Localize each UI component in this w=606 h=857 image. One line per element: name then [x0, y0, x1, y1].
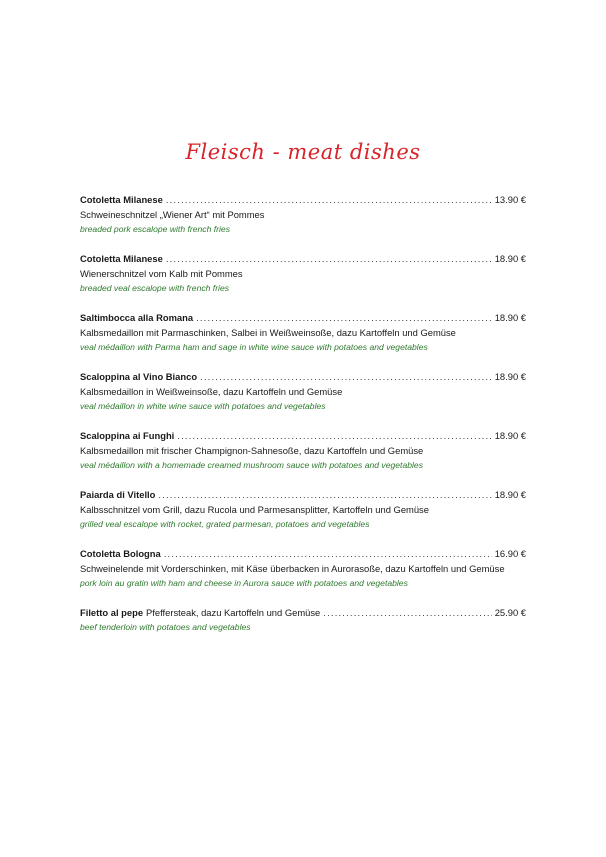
dish-description-english: breaded pork escalope with french fries — [80, 224, 230, 234]
dish-name: Filetto al pepe — [80, 607, 144, 618]
dish-description-german: Kalbsmedaillon mit frischer Champignon-Sahnesoße, dazu Kartoffeln und Gemüse — [80, 445, 424, 456]
dish-description-german: Kalbsmedaillon in Weißweinsoße, dazu Kartoffeln und Gemüse — [80, 386, 343, 397]
dish-name: Cotoletta Milanese — [80, 253, 163, 264]
menu-item — [80, 487, 526, 532]
dish-name: Cotoletta Milanese — [80, 194, 163, 205]
menu-item — [80, 428, 526, 473]
dish-price: 18.90 € — [494, 253, 526, 264]
menu-item-header — [80, 192, 526, 207]
menu-item-header — [80, 487, 526, 502]
dish-description-english: beef tenderloin with potatoes and vegetables — [80, 622, 251, 632]
dish-description-german: Kalbsmedaillon mit Parmaschinken, Salbei in Weißweinsoße, dazu Kartoffeln und Gemüse — [80, 327, 456, 338]
dot-leader — [177, 428, 491, 443]
dish-description-german: Schweineschnitzel „Wiener Art“ mit Pommes — [80, 209, 265, 220]
dot-leader — [196, 310, 492, 325]
dish-price: 18.90 € — [494, 430, 526, 441]
dish-name: Cotoletta Bologna — [80, 548, 161, 559]
dot-leader — [166, 251, 492, 266]
page-title: Fleisch - meat dishes — [185, 140, 421, 164]
dish-name: Scaloppina ai Funghi — [80, 430, 175, 441]
dish-description-german: Schweinelende mit Vorderschinken, mit Käse überbacken in Aurorasoße, dazu Kartoffeln und Gemüse — [80, 563, 505, 574]
dish-description-english: breaded veal escalope with french fries — [80, 283, 230, 293]
menu-item-header — [80, 546, 526, 561]
dish-description-english: pork loin au gratin with ham and cheese in Aurora sauce with potatoes and vegetables — [80, 578, 408, 588]
dish-name: Scaloppina al Vino Bianco — [80, 371, 198, 382]
dish-description-german: Wienerschnitzel vom Kalb mit Pommes — [80, 268, 243, 279]
dot-leader — [158, 487, 491, 502]
dish-description-english: veal médaillon in white wine sauce with potatoes and vegetables — [80, 401, 326, 411]
dish-price: 16.90 € — [494, 548, 526, 559]
dot-leader — [323, 605, 491, 620]
dish-name: Paiarda di Vitello — [80, 489, 156, 500]
menu-item-header — [80, 310, 526, 325]
dish-name: Saltimbocca alla Romana — [80, 312, 194, 323]
dish-price: 18.90 € — [494, 371, 526, 382]
dish-price: 18.90 € — [494, 489, 526, 500]
menu-item — [80, 369, 526, 414]
menu-item — [80, 546, 526, 591]
dot-leader — [200, 369, 492, 384]
dish-price: 18.90 € — [494, 312, 526, 323]
menu-item-header — [80, 428, 526, 443]
dish-price: 25.90 € — [494, 607, 526, 618]
menu-item — [80, 605, 526, 635]
dish-description-german: Kalbsschnitzel vom Grill, dazu Rucola und Parmesansplitter, Kartoffeln und Gemüse — [80, 504, 429, 515]
dish-description-english: veal médaillon with Parma ham and sage in white wine sauce with potatoes and vegetables — [80, 342, 428, 352]
dish-price: 13.90 € — [494, 194, 526, 205]
dot-leader — [166, 192, 492, 207]
dot-leader — [164, 546, 492, 561]
dish-description-german: Pfeffersteak, dazu Kartoffeln und Gemüse — [146, 607, 321, 618]
dish-description-english: grilled veal escalope with rocket, grated parmesan, potatoes and vegetables — [80, 519, 370, 529]
menu-item-header — [80, 605, 526, 620]
menu-item-header — [80, 251, 526, 266]
menu-item — [80, 310, 526, 355]
menu-item — [80, 192, 526, 237]
menu-item-header — [80, 369, 526, 384]
menu-item — [80, 251, 526, 296]
dish-description-english: veal médaillon with a homemade creamed mushroom sauce with potatoes and vegetables — [80, 460, 423, 470]
menu-list — [80, 192, 526, 649]
